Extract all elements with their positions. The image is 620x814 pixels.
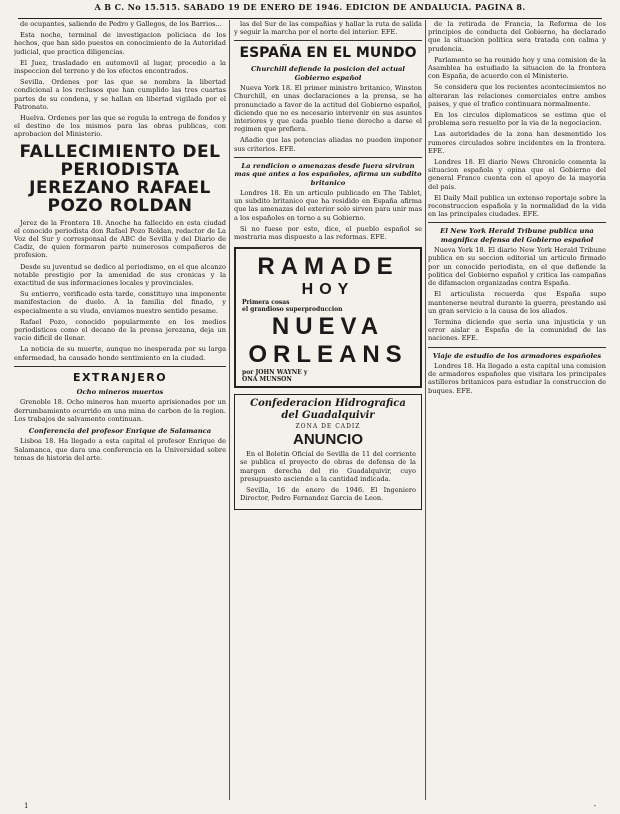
paragraph: Londres 18. En un articulo publicado en The Tablet, un subdito britanico que ha residido en España afirma que las amenazas del exterior solo sirven para unir mas a los españoles en torno a su Gobierno. [234, 189, 422, 222]
paragraph: En el Boletin Oficial de Sevilla de 11 del corriente se publica el proyecto de obras de defensa de la margen derecha del rio Guadalquivir, cuyo presupuesto asciende a la cantidad indicada. [240, 450, 416, 483]
ad-film-title-line2: ORLEANS [248, 341, 408, 369]
divider [14, 366, 226, 367]
subheadline: Churchill defiende la posicion del actual Gobierno español [250, 65, 406, 82]
paragraph: Londres 18. Ha llegado a esta capital una comision de armadores españoles que visitara los principales astilleros britanicos para estudiar la construccion de buques. EFE. [428, 361, 606, 395]
paragraph: Se considera que los recientes acontecimientos no alteraran las relaciones comerciales entre ambos paises, y que el trafico continuara normalmente. [428, 83, 606, 108]
subheadline: Conferencia del profesor Enrique de Salamanca [28, 426, 212, 435]
paragraph: Nueva York 18. El primer ministro britanico, Winston Churchill, en unas declaraciones a la prensa, se ha pronunciado a favor de la actitud del Gobierno español, diciendo que no es necesario intervenir en sus asuntos interiores y que cada pueblo tiene derecho a darse el regimen que prefiera. [234, 84, 422, 134]
paragraph: Grenoble 18. Ocho mineros han muerto aprisionados por un derrumbamiento ocurrido en una mina de carbon de la region. Los trabajos de salvamento continuan. [14, 398, 226, 423]
ad-today: HOY [301, 281, 355, 299]
section-title-extranjero: EXTRANJERO [72, 370, 168, 384]
footer-mark-right: - [593, 802, 596, 810]
paragraph: Huelva. Ordenes por las que se regula la entrega de fondos y el destino de los mismos para las obras publicas, con aprobacion del Ministerio. [14, 114, 226, 139]
notice-label: ANUNCIO [293, 431, 363, 449]
ad-cast: por JOHN WAYNE y [242, 369, 308, 377]
paragraph: Termina diciendo que seria una injusticia y un error aislar a España de la comunidad de las naciones. EFE. [428, 317, 606, 343]
ad-small-text: Primera cosas [242, 299, 290, 307]
paragraph: Sevilla. Ordenes por las que se nombra la libertad condicional a los reclusos que han cumplido las tres cuartas partes de su condena, y se hallan en libertad vigilada por el Patronato. [14, 78, 226, 111]
headline-obituary: FALLECIMIENTO DEL PERIODISTA JEREZANO RAFAEL POZO ROLDAN [19, 141, 221, 216]
subheadline: Ocho mineros muertos [76, 387, 164, 396]
divider [428, 222, 606, 223]
notice-zone: ZONA DE CADIZ [295, 423, 361, 431]
ad-film-title-line1: NUEVA [271, 313, 385, 341]
column-rule-1 [229, 20, 230, 800]
ad-cast: ONA MUNSON [242, 376, 292, 384]
paragraph: Desde su juventud se dedico al periodismo, en el que alcanzo notable prestigio por la amenidad de sus cronicas y la exactitud de sus informaciones locales y provinciales. [14, 262, 226, 288]
official-notice [234, 394, 422, 509]
paragraph: Esta noche, terminal de investigacion policiaca de los hechos, que han sido puestos en conocimiento de la Autoridad judicial, que practica diligencias. [14, 31, 226, 56]
divider [428, 347, 606, 348]
paragraph: Las autoridades de la zona han desmentido los rumores circulados sobre incidentes en la frontera. EFE. [428, 130, 606, 155]
divider [234, 40, 422, 41]
paragraph: Añadio que las potencias aliadas no pueden imponer sus criterios. EFE. [234, 136, 422, 153]
page-header: A B C. No 15.515. SABADO 19 DE ENERO DE 1946. EDICION DE ANDALUCIA. PAGINA 8. [18, 2, 602, 19]
footer-mark-left: 1 [24, 802, 29, 810]
notice-title: Confederacion Hidrografica del Guadalquivir [250, 398, 406, 422]
paragraph: Si no fuese por esto, dice, el pueblo español se mostraria mas dispuesto a las reformas. EFE. [234, 224, 422, 242]
paragraph: Rafael Pozo, conocido popularmente en los medios periodisticos como el decano de la prensa jerezana, deja un vacio dificil de llenar. [14, 317, 226, 343]
paragraph: Sevilla, 16 de enero de 1946. El Ingeniero Director, Pedro Fernandez Garcia de Leon. [240, 486, 416, 503]
cinema-advertisement [234, 247, 422, 388]
paragraph: El Juez, trasladado en automovil al lugar, procedio a la inspeccion del terreno y de los efectos encontrados. [14, 58, 226, 76]
column-3 [428, 20, 606, 800]
column-1 [14, 20, 226, 800]
paragraph: Londres 18. El diario News Chronicle comenta la situacion española y opina que el Gobierno del general Franco cuenta con el apoyo de la mayoria del pais. [428, 158, 606, 191]
paragraph: Parlamento se ha reunido hoy y una comision de la Asamblea ha estudiado la situacion de la frontera con España, de acuerdo con el Ministerio. [428, 55, 606, 81]
subheadline: La rendicion o amenazas desde fuera sirviran mas que antes a los españoles, afirma un subdito britanico [234, 161, 422, 187]
paragraph: Lisboa 18. Ha llegado a esta capital el profesor Enrique de Salamanca, que dara una conferencia en la Universidad sobre temas de historia del arte. [14, 437, 226, 462]
column-2 [234, 20, 422, 800]
paragraph: de la retirada de Francia, la Reforma de los principios de conducta del Gobierno, ha declarado que la situacion politica sera tratada con calma y prudencia. [428, 20, 606, 53]
paragraph: En los circulos diplomaticos se estima que el problema sera resuelto por la via de la negociacion. [428, 111, 606, 128]
paragraph: El articulista recuerda que España supo mantenerse neutral durante la guerra, prestando asi un gran servicio a la causa de los aliados. [428, 290, 606, 315]
paragraph: El Daily Mail publica un extenso reportaje sobre la reconstruccion española y la normalidad de la vida en las principales ciudades. EFE. [428, 193, 606, 219]
divider [234, 157, 422, 158]
paragraph: La noticia de su muerte, aunque no inesperada por su larga enfermedad, ha causado hondo sentimiento en la ciudad. [14, 345, 226, 362]
paragraph: de ocupantes, saliendo de Pedro y Gallegos, de los Barrios... [20, 20, 222, 28]
paragraph: las del Sur de las compañias y hallar la ruta de salida y seguir la marcha por el norte del interior. EFE. [234, 20, 422, 37]
subheadline: Viaje de estudio de los armadores españoles [432, 351, 602, 360]
subheadline: El New York Herald Tribune publica una magnifica defensa del Gobierno español [440, 227, 594, 244]
paragraph: Nueva York 18. El diario New York Herald Tribune publica en su seccion editorial un articulo firmado por un conocido periodista, en el que defiende la politica del Gobierno español y critica las campañas de difamacion organizadas contra España. [428, 246, 606, 288]
paragraph: Jerez de la Frontera 18. Anoche ha fallecido en esta ciudad el conocido periodista don Rafael Pozo Roldan, redactor de La Voz del Sur y corresponsal de ABC de Sevilla y del Diario de Cadiz, de quien formaron parte numerosos compañeros de profesion. [14, 218, 226, 260]
page-footer [24, 802, 596, 812]
headline-espana-en-el-mundo: ESPAÑA EN EL MUNDO [239, 45, 417, 62]
paragraph: Su entierro, verificado esta tarde, constituyo una imponente manifestacion de duelo. A la familia del finado, y especialmente a su viuda, enviamos nuestro sentido pesame. [14, 290, 226, 315]
column-rule-2 [425, 20, 426, 800]
ad-cinema-name: RAMADE [257, 253, 399, 281]
ad-small-text: el grandioso superproduccion [242, 306, 343, 314]
